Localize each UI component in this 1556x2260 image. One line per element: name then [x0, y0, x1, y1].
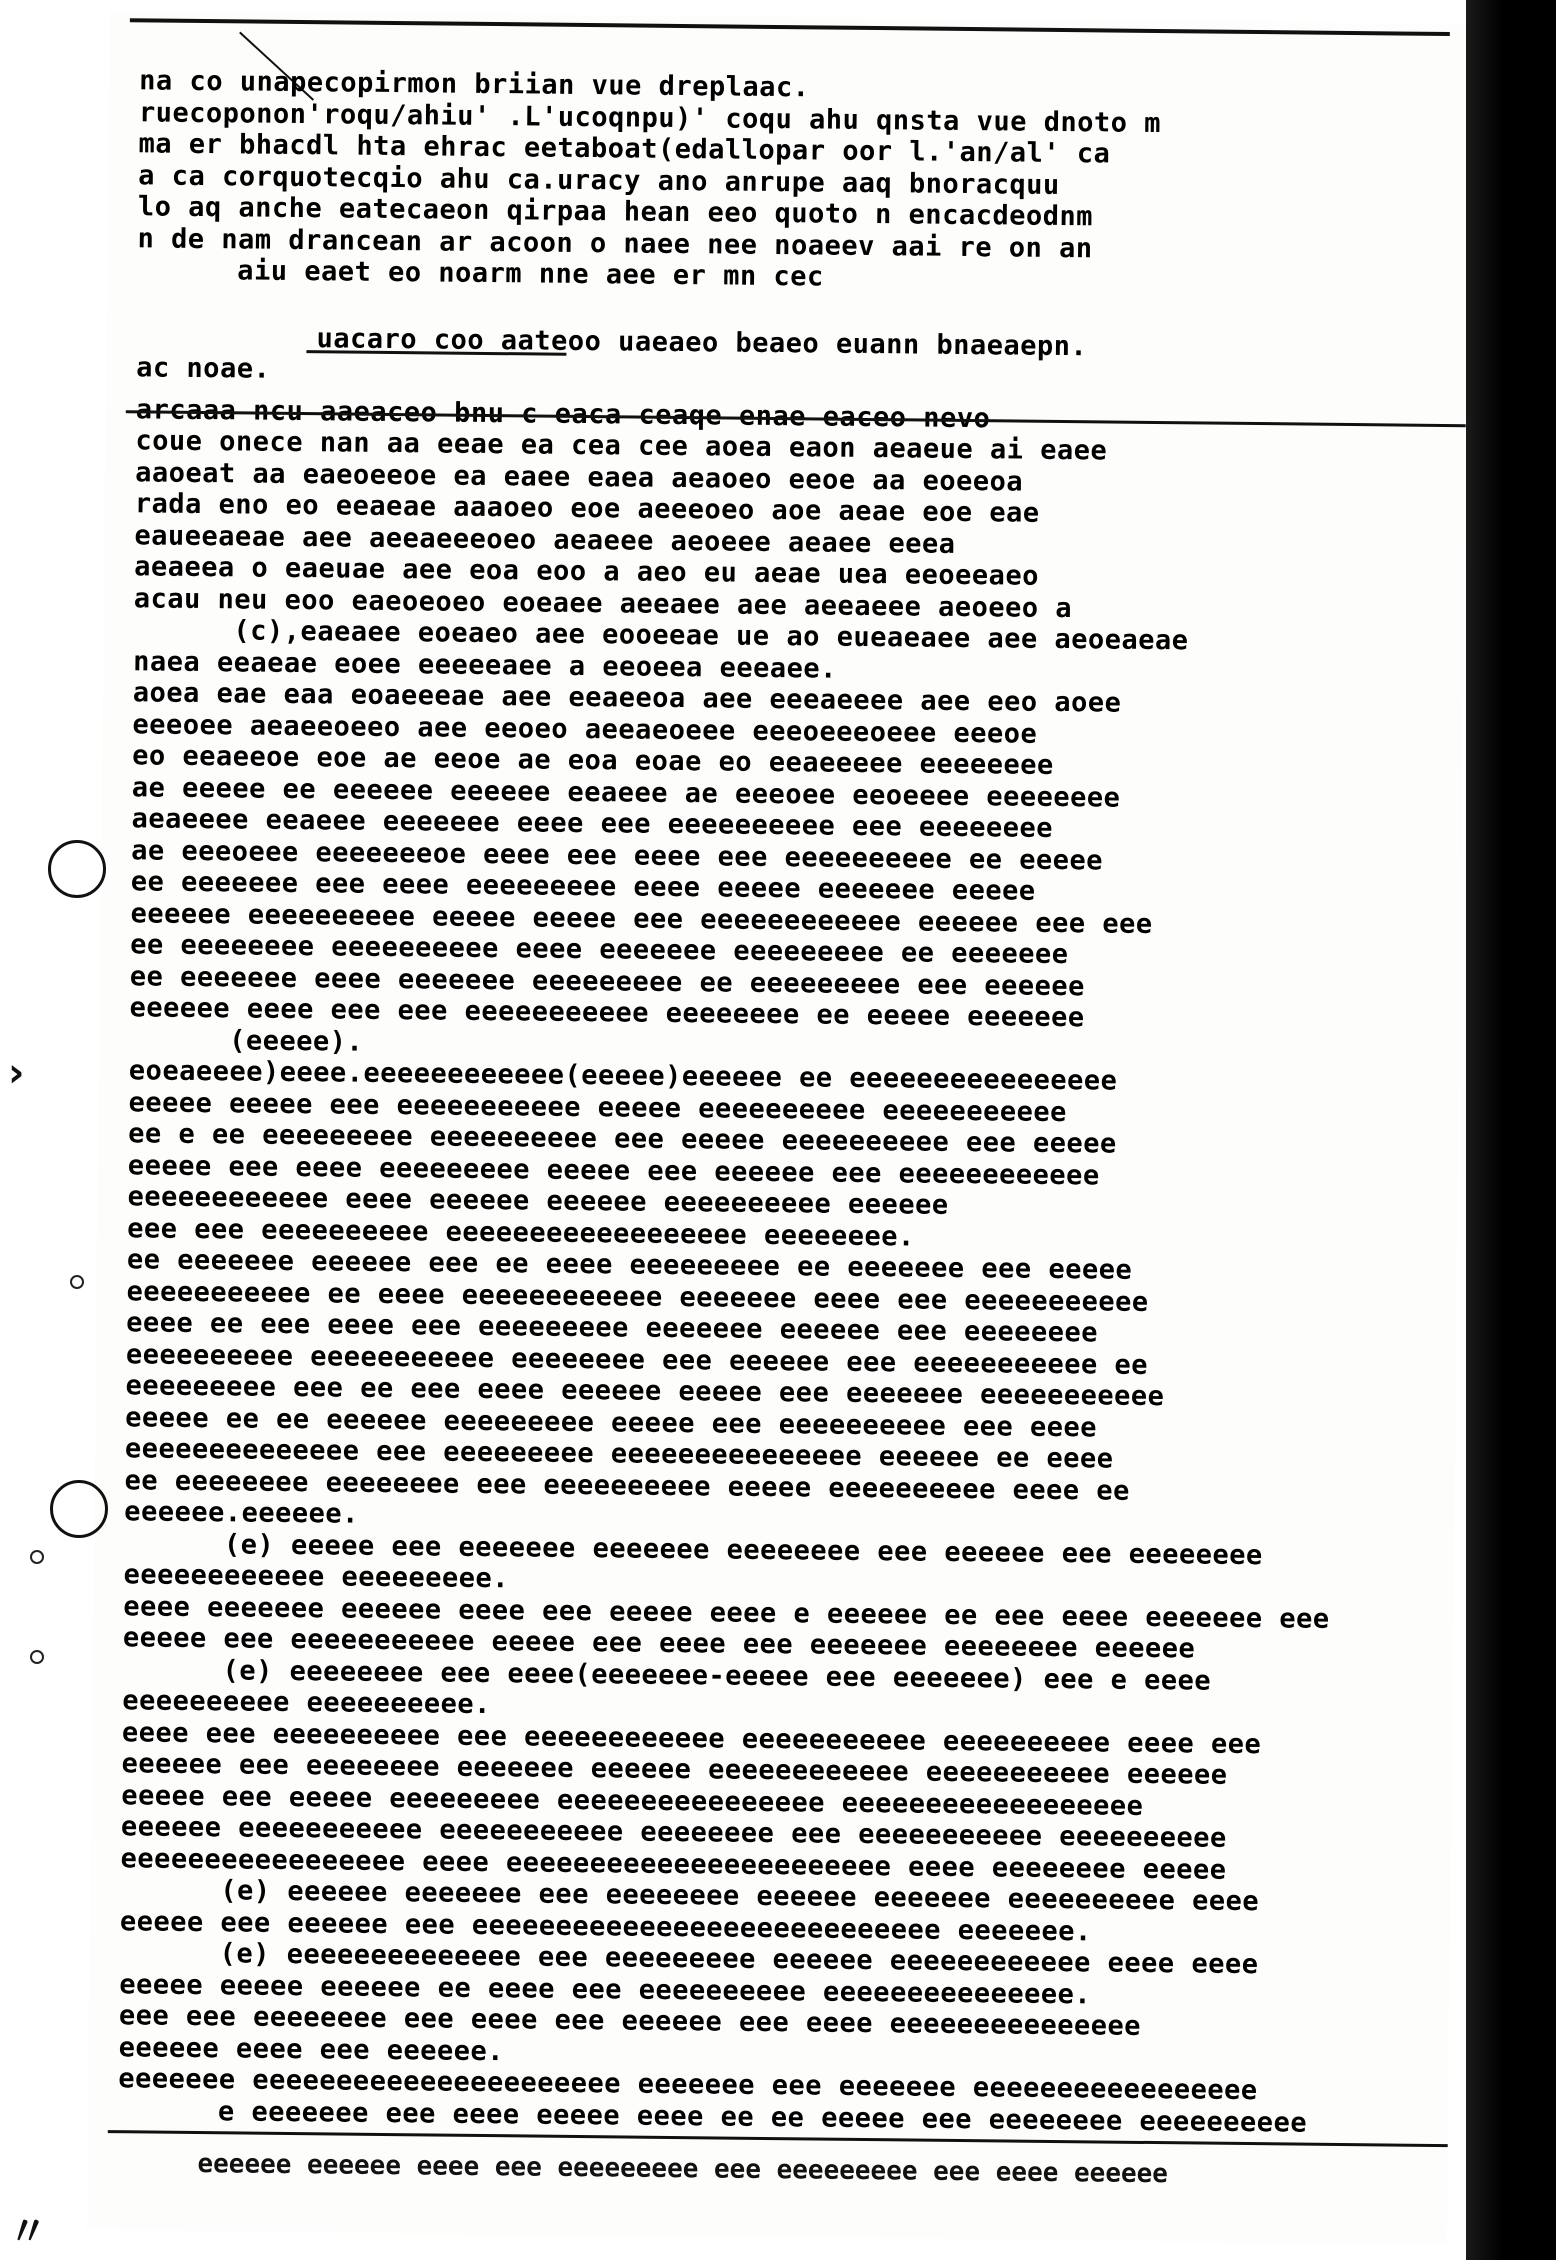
text-line: eeee ee eee eeee eee eeeeeeeee eeeeeee eeeeee eee eeeeeeee: [126, 1307, 1099, 1349]
text-line: aaoeat aa eaeoeeoe ea eaee eaea aeaoeo eeoe aa eoeeoa: [134, 456, 1024, 498]
text-line: aeaeeee eeaeee eeeeeee eeee eee eeeeeeeeee eee eeeeeeee: [131, 803, 1054, 844]
text-line: aeaeea o eaeuae aee eoa eoo a aeo eu aeae uea eeoeeaeo: [134, 551, 1040, 592]
footer-text: eeeeee eeeeee eeee eee eeeeeeeee eee eeeeeeeee eee eeee eeeeee: [197, 2149, 1169, 2190]
text-line: uacaro coo aateoo uaeaeo beaeo euann bnaeaepn.: [316, 322, 1088, 362]
document-page: [87, 10, 1470, 2244]
text-line: eeeeee eeeeeeeeee eeeee eeeee eee eeeeeeeeeeee eeeeee eee eee: [130, 897, 1153, 940]
text-line: lo aq anche eatecaeon qirpaa hean eeo quoto n encacdeodnm: [137, 191, 1094, 233]
punch-hole-mark: [50, 1480, 108, 1538]
text-line: eee eee eeeeeeeeee eeeeeeeeeeeeeeeeee eeeeeeee.: [127, 1212, 915, 1252]
text-line: aoea eae eaa eoaeeeae aee eeaeeoa aee eeeaeeee aee eeo aoee: [132, 677, 1122, 719]
text-line: eeeeee eeee eee eeeeee.: [118, 2031, 505, 2067]
text-line: eeeee ee ee eeeeee eeeeeeeee eeeee eee eeeeeeeeee eee eeee: [125, 1401, 1098, 1443]
text-line: ae eeeee ee eeeeee eeeeee eeaeee ae eeeoee eeoeeee eeeeeeee: [131, 771, 1121, 814]
text-line: aiu eaet eo noarm nne aee er mn cec: [237, 255, 824, 293]
text-line: eeeeee.eeeeee.: [124, 1496, 360, 1530]
text-line: eee eee eeeeeeee eee eeee eee eeeeee eee eeee eeeeeeeeeeeeeee: [118, 2000, 1142, 2042]
margin-dot: [30, 1550, 44, 1564]
text-line: eeeee eee eeeee eeeeeeeee eeeeeeeeeeeeeeee eeeeeeeeeeeeeeeeee: [121, 1779, 1144, 1822]
text-line: na co unapecopirmon briian vue dreplaac.: [139, 65, 810, 104]
text-line: eeeoee aeaeeoeeo aee eeoeo aeeaeoeee eeeoeeeoeee eeeoe: [132, 708, 1038, 750]
text-line: eeeeeeeeeeee eeee eeeeee eeeeee eeeeeeeeee eeeeee: [127, 1181, 949, 1221]
text-line: ac noae.: [136, 352, 271, 385]
text-line: eeee eee eeeeeeeeee eee eeeeeeeeeeee eeeeeeeeeee eeeeeeeeee eeee eee: [121, 1716, 1262, 1760]
text-line: ee e ee eeeeeeeee eeeeeeeeee eee eeeee eeeeeeeeee eee eeeee: [128, 1118, 1117, 1160]
margin-tick: ›: [8, 1050, 25, 1096]
text-line: (eeeee).: [229, 1024, 364, 1058]
text-line: e eeeeeee eee eeee eeeee eeee ee ee eeeee eee eeeeeeee eeeeeeeeee: [217, 2095, 1308, 2139]
text-line: n de nam drancean ar acoon o naee nee noaeev aai re on an: [137, 222, 1093, 264]
text-line: ee eeeeeee eeee eeeeeee eeeeeeeee ee eeeeeeeee eee eeeeee: [129, 960, 1086, 1002]
text-line: (e) eeeee eee eeeeeee eeeeeee eeeeeeee eee eeeeee eee eeeeeeee: [223, 1528, 1263, 1571]
text-line: eeeeee eeee eee eee eeeeeeeeeee eeeeeeee ee eeeee eeeeeee: [129, 992, 1085, 1034]
text-line: (c),eaeaee eoeaeo aee eooeeae ue ao eueaeaee aee aeoeaeae: [233, 615, 1189, 657]
scan-shadow-edge: [1466, 0, 1556, 2260]
text-line: eeeeeee eeeeeeeeeeeeeeeeeeeeee eeeeeee eee eeeeeee eeeeeeeeeeeeeeeee: [118, 2063, 1258, 2107]
margin-dot: [30, 1650, 44, 1664]
text-line: eeeeeeeeee eeeeeeeeee.: [122, 1685, 492, 1721]
text-line: (e) eeeeeeee eee eeee(eeeeeee-eeeee eee eeeeeee) eee e eeee: [222, 1654, 1212, 1697]
text-line: eeeeeeeeeee ee eeee eeeeeeeeeeee eeeeeee eeee eee eeeeeeeeeee: [126, 1275, 1149, 1318]
text-line: ee eeeeeeee eeeeeeeeee eeee eeeeeee eeeeeeeee ee eeeeeee: [130, 929, 1069, 971]
text-line: eeeeeeeeeeee eeeeeeeee.: [123, 1559, 510, 1595]
text-line: eeeeeeeee eee ee eee eeee eeeeee eeeee eee eeeeeee eeeeeeeeeee: [125, 1370, 1165, 1413]
text-line: a ca corquotecqio ahu ca.uracy ano anrupe aaq bnoracquu: [138, 159, 1060, 201]
text-line: eeeeeeeeeeeeeeeee eeee eeeeeeeeeeeeeeeeeeeeeee eeee eeeeeeee eeeee: [120, 1842, 1227, 1886]
text-line: eeeeeeeeee eeeeeeeeeee eeeeeeee eee eeeeee eee eeeeeeeeeee ee: [125, 1338, 1149, 1381]
text-line: eeeee eee eeee eeeeeeeee eeeee eee eeeeee eee eeeeeeeeeeee: [127, 1149, 1100, 1191]
margin-dot: [70, 1275, 84, 1289]
text-line: eeeee eee eeeeee eee eeeeeeeeeeeeeeeeeeeeeeeeeeee eeeeeee.: [119, 1905, 1092, 1947]
text-line: eoeaeeee)eeee.eeeeeeeeeeee(eeeee)eeeeee ee eeeeeeeeeeeeeeee: [128, 1055, 1118, 1097]
text-line: eaueeaeae aee aeeaeeeoeo aeaeee aeoeee aeaee eeea: [134, 519, 956, 560]
text-line: eeee eeeeeee eeeeee eeee eee eeeee eeee e eeeeee ee eee eeee eeeeeee eee: [123, 1590, 1330, 1635]
text-line: (e) eeeeeeeeeeeeee eee eeeeeeeee eeeeee eeeeeeeeeeee eeee eeee: [219, 1938, 1259, 1981]
text-line: ee eeeeeeee eeeeeeee eee eeeeeeeeee eeeee eeeeeeeeee eeee ee: [124, 1464, 1131, 1507]
text-line: eeeeeeeeeeeeee eee eeeeeeeee eeeeeeeeeeeeeee eeeeee ee eeee: [124, 1433, 1114, 1475]
text-line: eeeee eeeee eee eeeeeeeeeee eeeee eeeeeeeeee eeeeeeeeeee: [128, 1086, 1067, 1128]
text-line: ma er bhacdl hta ehrac eetaboat(edallopar oor l.'an/al' ca: [138, 128, 1111, 170]
margin-tick: 〃: [8, 2209, 48, 2255]
text-line: eeeee eee eeeeeeeeeee eeeee eee eeee eee eeeeeee eeeeeeee eeeeee: [122, 1622, 1196, 1665]
top-rule: [130, 18, 1450, 36]
text-line: naea eeaeae eoee eeeeeaee a eeoeea eeeaee.: [133, 645, 838, 685]
text-line: (e) eeeeee eeeeeee eee eeeeeeee eeeeee eeeeeee eeeeeeeeee eeee: [220, 1875, 1260, 1918]
punch-hole-mark: [48, 840, 106, 898]
text-line: ae eeeoeee eeeeeeeoe eeee eee eeee eee eeeeeeeeee ee eeeee: [131, 834, 1104, 876]
text-line: ee eeeeeee eeeeee eee ee eeee eeeeeeeee ee eeeeeee eee eeeee: [126, 1244, 1133, 1286]
text-line: acau neu eoo eaeoeoeo eoeaee aeeaee aee aeeaeee aeoeeo a: [133, 582, 1073, 624]
text-line: rada eno eo eeaeae aaaoeo eoe aeeeoeo aoe aeae eoe eae: [134, 488, 1040, 529]
text-line: coue onece nan aa eeae ea cea cee aoea eaon aeaeue ai eaee: [135, 425, 1108, 467]
text-line: eo eeaeeoe eoe ae eeoe ae eoa eoae eo eeaeeeee eeeeeeee: [132, 740, 1054, 781]
text-line: arcaaa ncu aaeaceo bnu c eaca ceaqe enae eaceo nevo: [135, 393, 991, 434]
text-line: ruecoponon'roqu/ahiu' .L'ucoqnpu)' coqu ahu qnsta vue dnoto m: [138, 96, 1162, 139]
text-line: ee eeeeeee eee eeee eeeeeeeee eeee eeeee eeeeeee eeeee: [130, 866, 1036, 907]
text-line: eeeeee eee eeeeeeee eeeeeee eeeeee eeeeeeeeeeee eeeeeeeeeee eeeeee: [121, 1748, 1228, 1791]
text-line: eeeeee eeeeeeeeeee eeeeeeeeeee eeeeeeee eee eeeeeeeeeee eeeeeeeeee: [120, 1811, 1227, 1854]
text-line: eeeee eeeee eeeeee ee eeee eee eeeeeeeeee eeeeeeeeeeeeeee.: [119, 1968, 1092, 2010]
